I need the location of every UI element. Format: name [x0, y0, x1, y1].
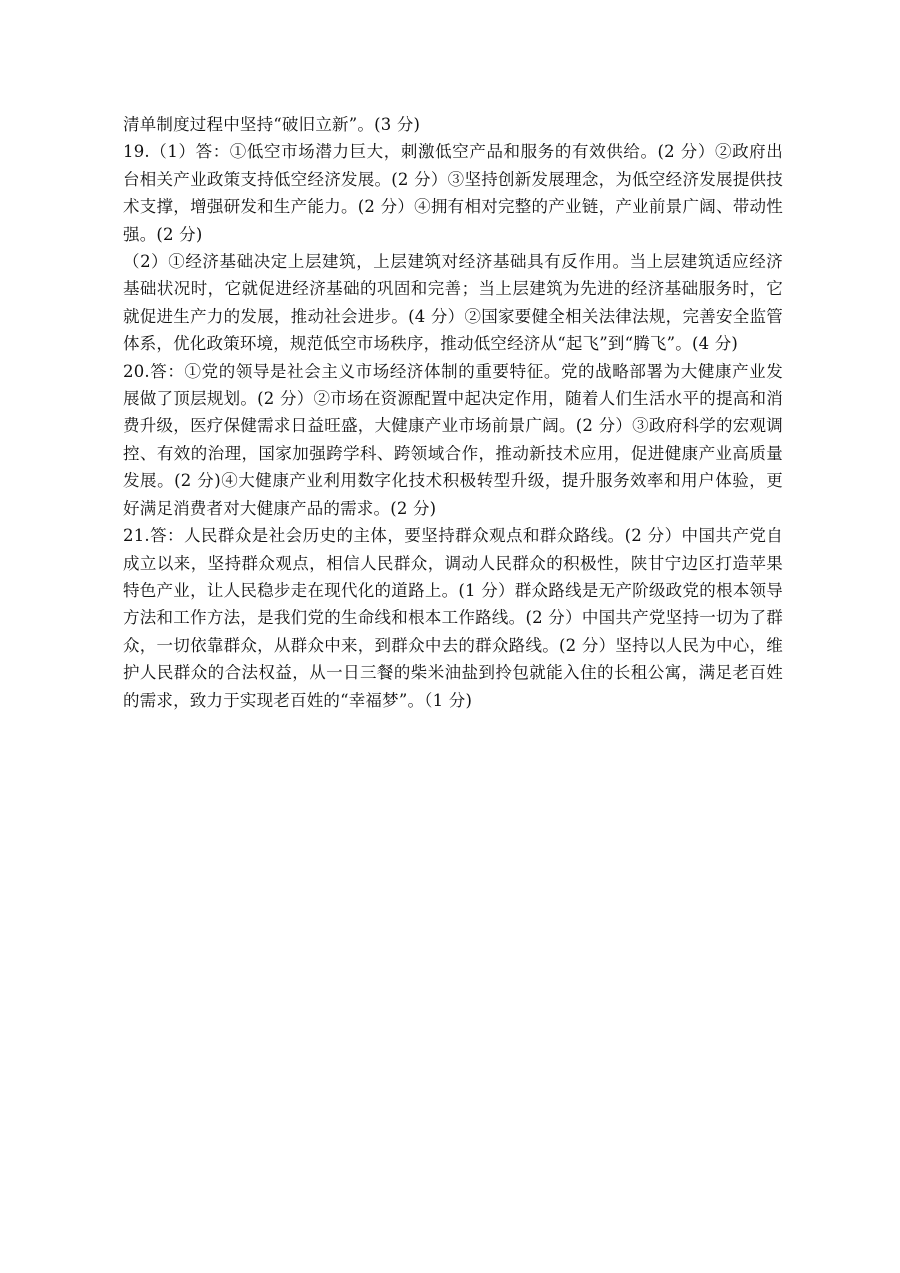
- paragraph-continuation: 清单制度过程中坚持“破旧立新”。(3 分): [123, 115, 421, 134]
- paragraph-answer-20: 20.答：①党的领导是社会主义市场经济体制的重要特征。党的战略部署为大健康产业发展做了顶层规划。(2 分）②市场在资源配置中起决定作用，随着人们生活水平的提高和消费升级，医疗保健需求日益旺盛，大健康产业市场前景广阔。(2 分）③政府科学的宏观调控、有效的治理，国家加强跨学科、跨领域合作，推动新技术应用，促进健康产业高质量发展。(2 分)④大健康产业利用数字化技术积极转型升级，提升服务效率和用户体验，更好满足消费者对大健康产品的需求。(2 分): [123, 361, 783, 518]
- paragraph-answer-21: 21.答：人民群众是社会历史的主体，要坚持群众观点和群众路线。(2 分）中国共产党自成立以来，坚持群众观点，相信人民群众，调动人民群众的积极性，陕甘宁边区打造苹果特色产业，让人民稳步走在现代化的道路上。(1 分）群众路线是无产阶级政党的根本领导方法和工作方法，是我们党的生命线和根本工作路线。(2 分）中国共产党坚持一切为了群众，一切依靠群众，从群众中来，到群众中去的群众路线。(2 分）坚持以人民为中心，维护人民群众的合法权益，从一日三餐的柴米油盐到拎包就能入住的长租公寓，满足老百姓的需求，致力于实现老百姓的“幸福梦”。（1 分): [123, 526, 783, 710]
- document-page: [123, 111, 783, 714]
- paragraph-answer-19-2: （2）①经济基础决定上层建筑，上层建筑对经济基础具有反作用。当上层建筑适应经济基础状况时，它就促进经济基础的巩固和完善；当上层建筑为先进的经济基础服务时，它就促进生产力的发展，推动社会进步。(4 分）②国家要健全相关法律法规，完善安全监管体系，优化政策环境，规范低空市场秩序，推动低空经济从“起飞”到“腾飞”。(4 分): [123, 252, 783, 354]
- paragraph-answer-19-1: 19.（1）答：①低空市场潜力巨大，刺激低空产品和服务的有效供给。(2 分）②政府出台相关产业政策支持低空经济发展。(2 分）③坚持创新发展理念，为低空经济发展提供技术支撑，增强研发和生产能力。(2 分）④拥有相对完整的产业链，产业前景广阔、带动性强。(2 分): [123, 142, 783, 244]
